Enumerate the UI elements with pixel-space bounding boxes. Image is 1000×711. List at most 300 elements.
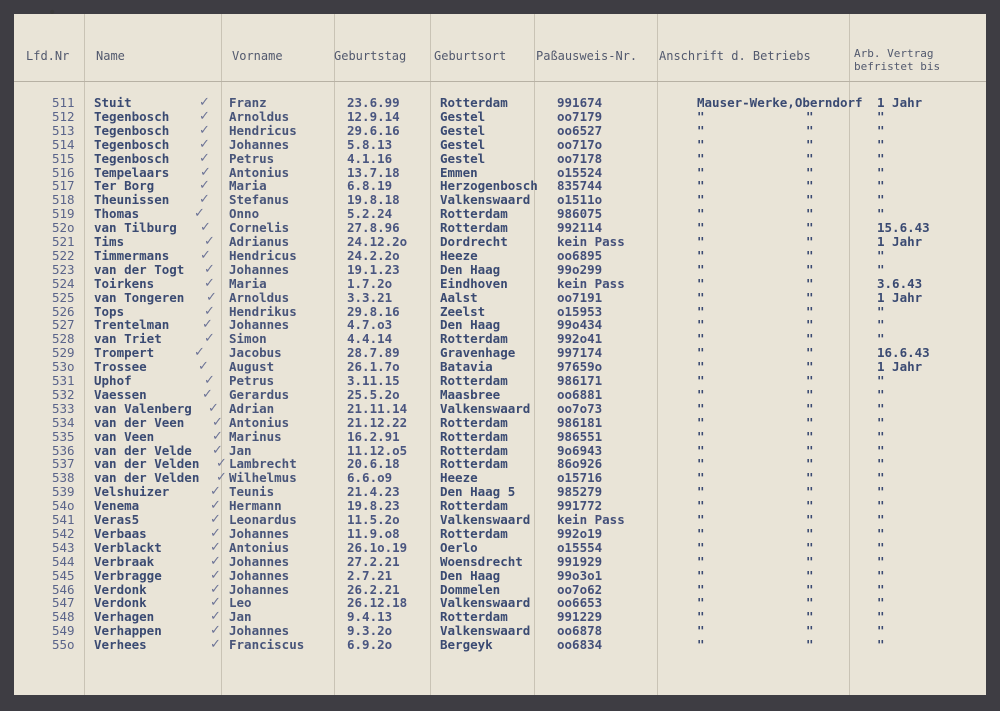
entry-anschrift-ditto: " xyxy=(806,373,814,388)
entry-vorname: Johannes xyxy=(229,553,290,569)
check-mark-icon: ✓ xyxy=(204,234,215,249)
entry-geburtstag: 19.8.23 xyxy=(347,498,400,514)
check-mark-icon: ✓ xyxy=(210,581,221,597)
entry-anschrift: " xyxy=(697,359,705,375)
entry-pass-number: oo6527 xyxy=(557,122,603,138)
entry-vorname: Hendrikus xyxy=(229,303,297,319)
entry-pass-number: 986075 xyxy=(557,206,603,222)
entry-geburtstag: 13.7.18 xyxy=(347,164,400,180)
entry-geburtstag: 26.12.18 xyxy=(347,595,408,611)
check-mark-icon: ✓ xyxy=(210,623,221,639)
entry-geburtsort: Rotterdam xyxy=(440,206,508,222)
entry-geburtstag: 11.9.o8 xyxy=(347,525,400,541)
entry-vorname: Hendricus xyxy=(229,122,297,138)
entry-anschrift: " xyxy=(697,386,705,402)
entry-geburtstag: 6.9.2o xyxy=(347,637,393,653)
entry-pass-number: 986181 xyxy=(557,414,603,430)
entry-geburtstag: 21.11.14 xyxy=(347,400,408,416)
check-mark-icon: ✓ xyxy=(212,428,223,444)
entry-geburtsort: Gravenhage xyxy=(440,345,516,361)
entry-number: 529 xyxy=(52,345,75,361)
entry-geburtstag: 26.1.7o xyxy=(347,359,400,375)
entry-vertrag: " xyxy=(877,386,885,402)
entry-geburtsort: Rotterdam xyxy=(440,456,508,472)
entry-vertrag: " xyxy=(877,609,885,625)
table-row xyxy=(14,96,986,110)
entry-anschrift: " xyxy=(697,136,705,152)
entry-vertrag: " xyxy=(877,192,885,208)
entry-name: van Valenberg xyxy=(94,400,192,416)
entry-anschrift: " xyxy=(697,108,705,124)
entry-geburtstag: 26.1o.19 xyxy=(347,539,408,555)
entry-geburtstag: 2.7.21 xyxy=(347,567,393,583)
entry-vertrag: " xyxy=(877,331,885,347)
entry-geburtsort: Valkenswaard xyxy=(440,192,531,208)
entry-pass-number: 985279 xyxy=(557,484,603,500)
entry-geburtsort: Rotterdam xyxy=(440,498,508,514)
entry-geburtsort: Valkenswaard xyxy=(440,512,531,527)
entry-vertrag: 3.6.43 xyxy=(877,275,923,291)
entry-vertrag: " xyxy=(877,470,885,486)
entry-anschrift: " xyxy=(697,150,705,166)
entry-number: 531 xyxy=(52,373,75,388)
table-row xyxy=(14,360,986,374)
entry-name: Trossee xyxy=(94,359,147,375)
entry-pass-number: oo7o62 xyxy=(557,581,603,597)
table-row xyxy=(14,430,986,444)
entry-geburtstag: 24.2.2o xyxy=(347,247,400,263)
entry-geburtsort: Zeelst xyxy=(440,303,486,319)
entry-number: 535 xyxy=(52,428,75,444)
header-pass: Paßausweis-Nr. xyxy=(536,49,638,63)
entry-name: Toirkens xyxy=(94,275,155,291)
entry-anschrift-ditto: " xyxy=(806,414,814,430)
entry-anschrift: " xyxy=(697,484,705,500)
entry-geburtstag: 16.2.91 xyxy=(347,428,400,444)
entry-pass-number: 99o299 xyxy=(557,261,603,277)
entry-geburtsort: Valkenswaard xyxy=(440,623,531,639)
entry-name: Uphof xyxy=(94,373,132,388)
check-mark-icon: ✓ xyxy=(204,303,215,319)
entry-geburtsort: Maasbree xyxy=(440,386,501,402)
entry-name: van der Togt xyxy=(94,261,185,277)
entry-name: Verbaas xyxy=(94,525,147,541)
entry-vertrag: " xyxy=(877,164,885,180)
entry-pass-number: 997174 xyxy=(557,345,603,361)
entry-geburtstag: 21.12.22 xyxy=(347,414,408,430)
entry-number: 545 xyxy=(52,567,75,583)
check-mark-icon: ✓ xyxy=(204,261,215,277)
header-vorname: Vorname xyxy=(232,49,283,63)
entry-name: van der Veen xyxy=(94,414,185,430)
entry-anschrift: " xyxy=(697,470,705,486)
entry-geburtsort: Rotterdam xyxy=(440,373,508,388)
table-row xyxy=(14,624,986,638)
header-geburtsort: Geburtsort xyxy=(434,49,507,63)
check-mark-icon: ✓ xyxy=(194,206,205,222)
entry-vertrag: " xyxy=(877,247,885,263)
entry-number: 524 xyxy=(52,275,75,291)
entry-anschrift-ditto: " xyxy=(806,345,814,361)
entry-name: Timmermans xyxy=(94,247,170,263)
entry-geburtsort: Herzogenbosch xyxy=(440,178,538,194)
entry-anschrift: " xyxy=(697,553,705,569)
entry-anschrift: " xyxy=(697,317,705,333)
entry-pass-number: 86o926 xyxy=(557,456,603,472)
entry-vertrag: " xyxy=(877,261,885,277)
entry-anschrift-ditto: " xyxy=(806,484,814,500)
check-mark-icon: ✓ xyxy=(200,164,211,180)
check-mark-icon: ✓ xyxy=(210,525,221,541)
entry-anschrift-ditto: " xyxy=(806,623,814,639)
table-row xyxy=(14,471,986,485)
entry-number: 514 xyxy=(52,136,75,152)
entry-geburtsort: Rotterdam xyxy=(440,414,508,430)
entry-anschrift: " xyxy=(697,400,705,416)
entry-geburtsort: Rotterdam xyxy=(440,95,508,110)
entry-anschrift-ditto: " xyxy=(806,317,814,333)
entry-anschrift: " xyxy=(697,498,705,514)
entry-name: Theunissen xyxy=(94,192,170,208)
entry-pass-number: 97659o xyxy=(557,359,603,375)
entry-number: 54o xyxy=(52,498,75,514)
entry-anschrift-ditto: " xyxy=(806,470,814,486)
entry-name: van der Velden xyxy=(94,456,200,472)
entry-pass-number: 835744 xyxy=(557,178,603,194)
check-mark-icon: ✓ xyxy=(210,637,221,653)
entry-number: 548 xyxy=(52,609,75,625)
entry-name: Tempelaars xyxy=(94,164,170,180)
entry-vorname: Jacobus xyxy=(229,345,282,361)
entry-geburtstag: 4.7.o3 xyxy=(347,317,393,333)
entry-geburtstag: 1.7.2o xyxy=(347,275,393,291)
entry-vertrag: " xyxy=(877,567,885,583)
entry-anschrift-ditto: " xyxy=(806,275,814,291)
entry-number: 516 xyxy=(52,164,75,180)
entry-pass-number: oo7191 xyxy=(557,289,603,305)
entry-vorname: Lambrecht xyxy=(229,456,297,472)
entry-anschrift-ditto: " xyxy=(806,539,814,555)
check-mark-icon: ✓ xyxy=(210,609,221,625)
entry-geburtsort: Valkenswaard xyxy=(440,400,531,416)
entry-vorname: Teunis xyxy=(229,484,275,500)
entry-name: Velshuizer xyxy=(94,484,170,500)
entry-pass-number: o15716 xyxy=(557,470,603,486)
entry-geburtsort: Heeze xyxy=(440,470,478,486)
check-mark-icon: ✓ xyxy=(210,567,221,583)
entry-number: 549 xyxy=(52,623,75,639)
entry-vorname: Franz xyxy=(229,95,267,110)
entry-pass-number: 991229 xyxy=(557,609,603,625)
entry-geburtstag: 5.8.13 xyxy=(347,136,393,152)
entry-anschrift-ditto: " xyxy=(806,456,814,472)
entry-vertrag: 16.6.43 xyxy=(877,345,930,361)
entry-geburtsort: Heeze xyxy=(440,247,478,263)
entry-vertrag: 1 Jahr xyxy=(877,234,923,249)
table-row xyxy=(14,277,986,291)
entry-vorname: Arnoldus xyxy=(229,289,290,305)
entry-pass-number: kein Pass xyxy=(557,234,625,249)
table-row xyxy=(14,249,986,263)
entry-vertrag: " xyxy=(877,595,885,611)
entry-vorname: Arnoldus xyxy=(229,108,290,124)
header-vertrag-1: Arb. Vertrag xyxy=(854,47,934,60)
entry-anschrift: " xyxy=(697,178,705,194)
entry-vorname: Maria xyxy=(229,178,267,194)
check-mark-icon: ✓ xyxy=(204,331,215,347)
entry-anschrift: " xyxy=(697,539,705,555)
entry-anschrift-ditto: " xyxy=(806,595,814,611)
entry-geburtsort: Rotterdam xyxy=(440,331,508,347)
entry-anschrift-ditto: " xyxy=(806,122,814,138)
entry-anschrift-ditto: " xyxy=(806,525,814,541)
table-row xyxy=(14,179,986,193)
entry-geburtsort: Rotterdam xyxy=(440,442,508,458)
check-mark-icon: ✓ xyxy=(199,122,210,138)
entry-number: 542 xyxy=(52,525,75,541)
entry-geburtstag: 4.4.14 xyxy=(347,331,393,347)
entry-vorname: Jan xyxy=(229,609,252,625)
entry-vertrag: " xyxy=(877,122,885,138)
entry-pass-number: oo6895 xyxy=(557,247,603,263)
entry-number: 522 xyxy=(52,247,75,263)
entry-vorname: Wilhelmus xyxy=(229,470,297,486)
entry-number: 521 xyxy=(52,234,75,249)
entry-name: Verdonk xyxy=(94,581,147,597)
entry-vertrag: " xyxy=(877,637,885,653)
table-row xyxy=(14,110,986,124)
entry-geburtstag: 19.8.18 xyxy=(347,192,400,208)
entry-pass-number: oo6653 xyxy=(557,595,603,611)
entry-name: Tegenbosch xyxy=(94,150,170,166)
entry-vorname: Johannes xyxy=(229,567,290,583)
entry-name: Tims xyxy=(94,234,125,249)
entry-geburtsort: Valkenswaard xyxy=(440,595,531,611)
check-mark-icon: ✓ xyxy=(210,484,221,500)
entry-name: Verhagen xyxy=(94,609,155,625)
entry-number: 52o xyxy=(52,220,75,236)
entry-geburtsort: Den Haag xyxy=(440,567,501,583)
entry-vorname: Marinus xyxy=(229,428,282,444)
entry-geburtstag: 11.12.o5 xyxy=(347,442,408,458)
check-mark-icon: ✓ xyxy=(202,317,213,333)
entry-name: Verhees xyxy=(94,637,147,653)
entry-anschrift-ditto: " xyxy=(806,498,814,514)
entry-geburtstag: 23.6.99 xyxy=(347,95,400,110)
entry-pass-number: 9o6943 xyxy=(557,442,603,458)
entry-geburtstag: 25.5.2o xyxy=(347,386,400,402)
entry-name: Thomas xyxy=(94,206,140,222)
entry-vertrag: " xyxy=(877,525,885,541)
entry-number: 534 xyxy=(52,414,75,430)
entry-pass-number: kein Pass xyxy=(557,512,625,527)
entry-vertrag: " xyxy=(877,136,885,152)
entry-geburtsort: Rotterdam xyxy=(440,220,508,236)
entry-anschrift-ditto: " xyxy=(806,136,814,152)
check-mark-icon: ✓ xyxy=(200,247,211,263)
entry-number: 538 xyxy=(52,470,75,486)
check-mark-icon: ✓ xyxy=(199,178,210,194)
entry-geburtsort: Gestel xyxy=(440,108,486,124)
entry-number: 518 xyxy=(52,192,75,208)
entry-vertrag: " xyxy=(877,428,885,444)
entry-vertrag: " xyxy=(877,150,885,166)
entry-name: Verblackt xyxy=(94,539,162,555)
entry-geburtstag: 3.3.21 xyxy=(347,289,393,305)
entry-anschrift-ditto: " xyxy=(806,553,814,569)
entry-geburtstag: 3.11.15 xyxy=(347,373,400,388)
entry-number: 53o xyxy=(52,359,75,375)
check-mark-icon: ✓ xyxy=(212,442,223,458)
entry-vertrag: 1 Jahr xyxy=(877,359,923,375)
table-row xyxy=(14,318,986,332)
table-row xyxy=(14,527,986,541)
entry-vorname: Antonius xyxy=(229,164,290,180)
entry-anschrift-ditto: " xyxy=(806,206,814,222)
entry-anschrift-ditto: " xyxy=(806,331,814,347)
check-mark-icon: ✓ xyxy=(216,456,227,472)
entry-number: 543 xyxy=(52,539,75,555)
table-row xyxy=(14,305,986,319)
table-row xyxy=(14,263,986,277)
entry-name: Tops xyxy=(94,303,125,319)
entry-anschrift: " xyxy=(697,303,705,319)
check-mark-icon: ✓ xyxy=(204,275,215,291)
check-mark-icon: ✓ xyxy=(208,400,219,416)
entry-number: 511 xyxy=(52,95,75,110)
entry-pass-number: oo6878 xyxy=(557,623,603,639)
entry-name: Venema xyxy=(94,498,140,514)
entry-number: 536 xyxy=(52,442,75,458)
check-mark-icon: ✓ xyxy=(199,108,210,124)
entry-anschrift-ditto: " xyxy=(806,234,814,249)
check-mark-icon: ✓ xyxy=(210,595,221,611)
entry-vorname: Johannes xyxy=(229,525,290,541)
entry-pass-number: 986551 xyxy=(557,428,603,444)
header-rule xyxy=(14,81,986,82)
entry-anschrift: " xyxy=(697,623,705,639)
entry-geburtsort: Den Haag xyxy=(440,261,501,277)
entry-number: 512 xyxy=(52,108,75,124)
table-row xyxy=(14,457,986,471)
entry-vorname: Johannes xyxy=(229,317,290,333)
entry-name: Stuit xyxy=(94,95,132,110)
entry-name: van Tongeren xyxy=(94,289,185,305)
entry-vertrag: " xyxy=(877,206,885,222)
entry-anschrift: " xyxy=(697,373,705,388)
table-row xyxy=(14,193,986,207)
entry-geburtsort: Rotterdam xyxy=(440,525,508,541)
entry-name: Ter Borg xyxy=(94,178,155,194)
check-mark-icon: ✓ xyxy=(216,470,227,486)
entry-vertrag: " xyxy=(877,317,885,333)
entry-name: Verhappen xyxy=(94,623,162,639)
table-row xyxy=(14,166,986,180)
check-mark-icon: ✓ xyxy=(198,359,209,375)
check-mark-icon: ✓ xyxy=(212,414,223,430)
entry-vorname: Antonius xyxy=(229,539,290,555)
entry-geburtstag: 28.7.89 xyxy=(347,345,400,361)
check-mark-icon: ✓ xyxy=(210,512,221,527)
table-row xyxy=(14,221,986,235)
entry-vorname: Adrianus xyxy=(229,234,290,249)
entry-vorname: Simon xyxy=(229,331,267,347)
entry-vertrag: " xyxy=(877,512,885,527)
entry-name: Verbragge xyxy=(94,567,162,583)
entry-vorname: Stefanus xyxy=(229,192,290,208)
entry-anschrift: " xyxy=(697,567,705,583)
entry-vorname: Johannes xyxy=(229,623,290,639)
entry-anschrift-ditto: " xyxy=(806,442,814,458)
entry-geburtstag: 9.4.13 xyxy=(347,609,393,625)
entry-vorname: Cornelis xyxy=(229,220,290,236)
entry-geburtsort: Rotterdam xyxy=(440,428,508,444)
entry-geburtsort: Bergeyk xyxy=(440,637,493,653)
entry-pass-number: oo7179 xyxy=(557,108,603,124)
entry-name: Trompert xyxy=(94,345,155,361)
entry-geburtstag: 27.8.96 xyxy=(347,220,400,236)
table-row xyxy=(14,416,986,430)
entry-anschrift: " xyxy=(697,247,705,263)
entry-vertrag: 1 Jahr xyxy=(877,95,923,110)
entry-vertrag: " xyxy=(877,498,885,514)
entry-geburtsort: Dommelen xyxy=(440,581,501,597)
entry-anschrift: " xyxy=(697,345,705,361)
entry-anschrift: " xyxy=(697,234,705,249)
entry-vertrag: " xyxy=(877,373,885,388)
entry-anschrift: " xyxy=(697,414,705,430)
check-mark-icon: ✓ xyxy=(204,373,215,388)
entry-anschrift-ditto: " xyxy=(806,581,814,597)
entry-vorname: Leo xyxy=(229,595,252,611)
entry-geburtsort: Woensdrecht xyxy=(440,553,523,569)
header-geburtstag: Geburtstag xyxy=(334,49,407,63)
entry-number: 523 xyxy=(52,261,75,277)
entry-number: 525 xyxy=(52,289,75,305)
entry-number: 528 xyxy=(52,331,75,347)
table-row xyxy=(14,402,986,416)
entry-anschrift: " xyxy=(697,289,705,305)
entry-pass-number: 99o3o1 xyxy=(557,567,603,583)
entry-anschrift: " xyxy=(697,122,705,138)
entry-name: van der Velden xyxy=(94,470,200,486)
entry-anschrift: " xyxy=(697,206,705,222)
table-row xyxy=(14,555,986,569)
entry-geburtstag: 24.12.2o xyxy=(347,234,408,249)
entry-geburtsort: Den Haag 5 xyxy=(440,484,516,500)
header-anschrift: Anschrift d. Betriebs xyxy=(659,49,811,63)
entry-anschrift: " xyxy=(697,609,705,625)
entry-vorname: Jan xyxy=(229,442,252,458)
header-nr: Lfd.Nr xyxy=(26,49,70,63)
entry-vorname: Hendricus xyxy=(229,247,297,263)
entry-pass-number: oo6834 xyxy=(557,637,603,653)
entry-vorname: Petrus xyxy=(229,373,275,388)
check-mark-icon: ✓ xyxy=(199,192,210,208)
entry-anschrift-ditto: " xyxy=(806,220,814,236)
entry-pass-number: 992114 xyxy=(557,220,603,236)
entry-geburtsort: Gestel xyxy=(440,150,486,166)
entry-number: 532 xyxy=(52,386,75,402)
entry-number: 515 xyxy=(52,150,75,166)
entry-pass-number: 991929 xyxy=(557,553,603,569)
entry-geburtsort: Den Haag xyxy=(440,317,501,333)
entry-anschrift-ditto: " xyxy=(806,428,814,444)
entry-number: 527 xyxy=(52,317,75,333)
entry-vertrag: " xyxy=(877,553,885,569)
entry-pass-number: 99o434 xyxy=(557,317,603,333)
entry-anschrift-ditto: " xyxy=(806,150,814,166)
